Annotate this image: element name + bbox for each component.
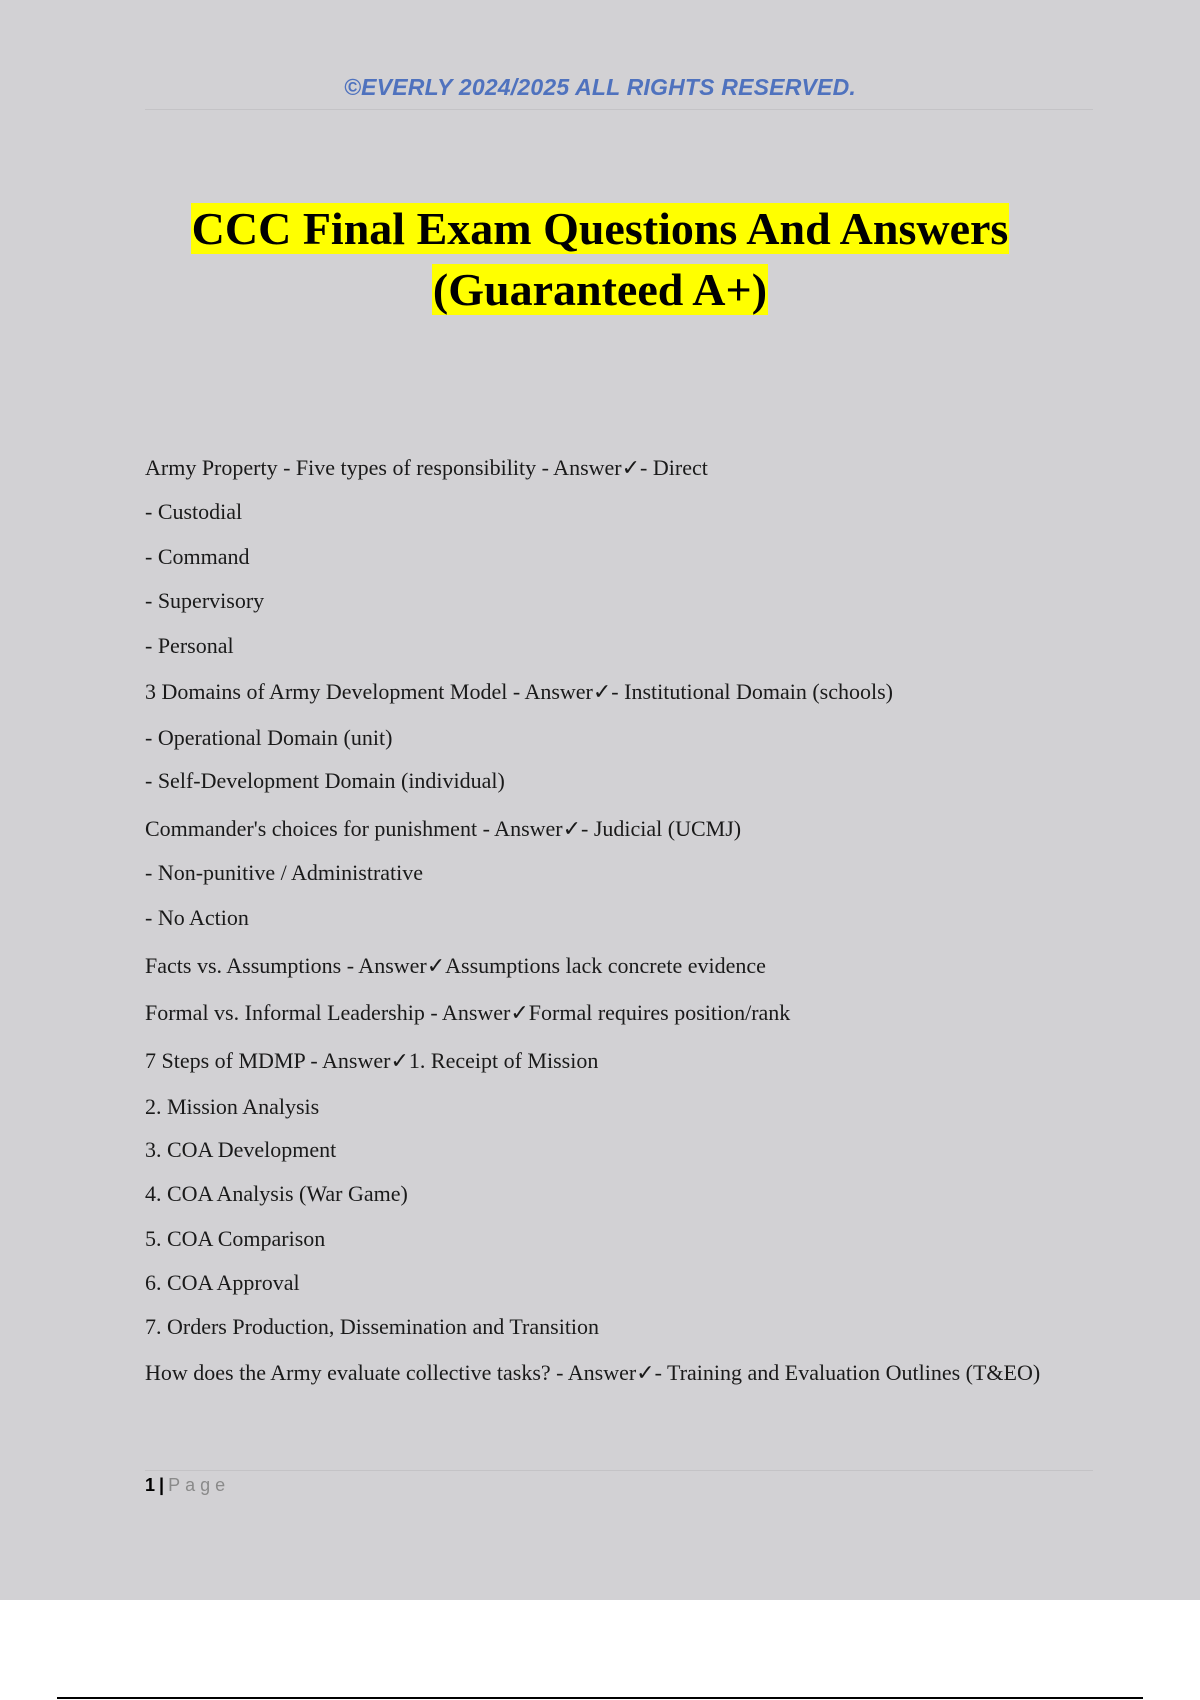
page-footer: [145, 1475, 230, 1496]
qa-line: 2. Mission Analysis: [145, 1094, 320, 1119]
viewer-bottom-rule: [57, 1697, 1143, 1699]
qa-line: 7. Orders Production, Dissemination and Transition: [145, 1314, 600, 1339]
qa-line: - Non-punitive / Administrative: [145, 860, 424, 885]
qa-line: - Command: [145, 544, 250, 569]
page-title: [0, 198, 1200, 320]
qa-line: - Operational Domain (unit): [145, 725, 393, 750]
qa-line: 6. COA Approval: [145, 1270, 300, 1295]
qa-line: 3 Domains of Army Development Model - Answer✓- Institutional Domain (schools): [145, 679, 893, 704]
page-number: 1: [145, 1475, 156, 1495]
qa-line: 4. COA Analysis (War Game): [145, 1181, 408, 1206]
title-line-1: CCC Final Exam Questions And Answers: [191, 203, 1009, 254]
qa-line: 3. COA Development: [145, 1137, 337, 1162]
copyright-header: ©EVERLY 2024/2025 ALL RIGHTS RESERVED.: [344, 74, 856, 100]
footer-divider: [145, 1470, 1093, 1471]
qa-line: Army Property - Five types of responsibility - Answer✓- Direct: [145, 455, 708, 480]
qa-line: 5. COA Comparison: [145, 1226, 326, 1251]
title-line-2: (Guaranteed A+): [432, 264, 768, 315]
qa-line: 7 Steps of MDMP - Answer✓1. Receipt of Mission: [145, 1048, 599, 1073]
qa-line: Commander's choices for punishment - Answer✓- Judicial (UCMJ): [145, 816, 742, 841]
page-separator: |: [159, 1475, 165, 1495]
qa-line: How does the Army evaluate collective tasks? - Answer✓- Training and Evaluation Outlines (T&EO): [145, 1360, 1041, 1385]
qa-line: - Supervisory: [145, 588, 265, 613]
qa-line: - No Action: [145, 905, 249, 930]
qa-line: - Custodial: [145, 499, 243, 524]
qa-line: Formal vs. Informal Leadership - Answer✓Formal requires position/rank: [145, 1000, 791, 1025]
qa-line: Facts vs. Assumptions - Answer✓Assumptions lack concrete evidence: [145, 953, 766, 978]
qa-line: - Self-Development Domain (individual): [145, 768, 505, 793]
qa-line: - Personal: [145, 633, 234, 658]
header-divider: [145, 109, 1093, 110]
page-label: Page: [168, 1475, 231, 1495]
